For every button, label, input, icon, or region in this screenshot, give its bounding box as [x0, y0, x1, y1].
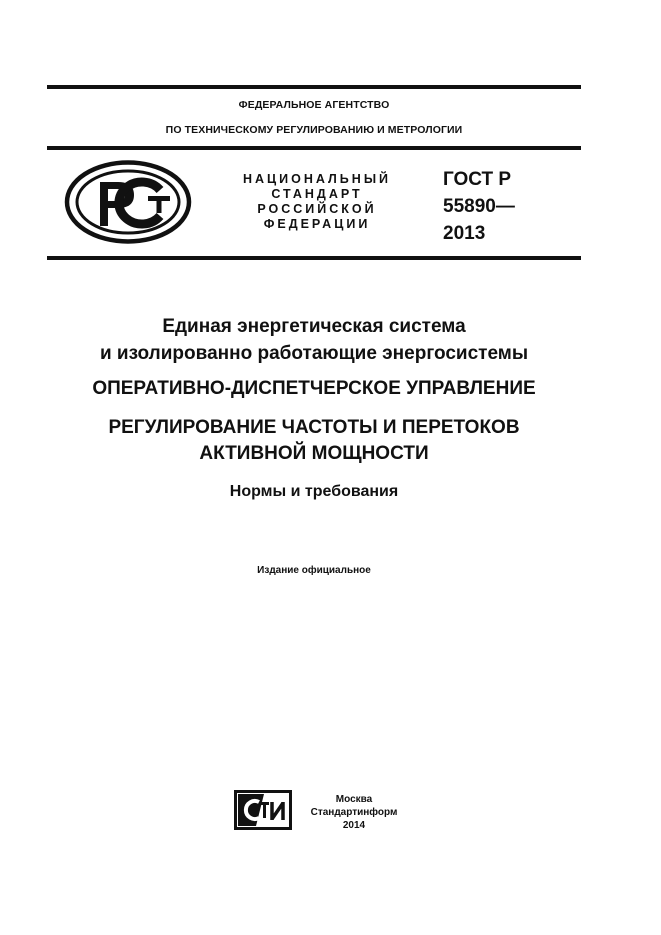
rst-certification-mark-icon [64, 160, 192, 244]
agency-line-2: ПО ТЕХНИЧЕСКОМУ РЕГУЛИРОВАНИЮ И МЕТРОЛОГИИ [165, 124, 463, 136]
standard-code-line: 55890— [443, 196, 515, 217]
bottom-divider [47, 256, 581, 260]
standartinform-logo-icon [234, 790, 292, 830]
standard-caption-line: СТАНДАРТ [271, 187, 363, 201]
title-line: Единая энергетическая система [162, 316, 466, 337]
title-line: и изолированно работающие энергосистемы [99, 343, 529, 364]
publisher-info [300, 793, 408, 832]
edition-label: Издание официальное [257, 565, 371, 576]
document-subtitle [47, 481, 581, 503]
publisher-name: Стандартинформ [310, 807, 398, 818]
title-line: РЕГУЛИРОВАНИЕ ЧАСТОТЫ И ПЕРЕТОКОВ [108, 417, 520, 438]
standard-code-line: 2013 [443, 223, 486, 244]
document-title-subject [47, 415, 581, 467]
standard-caption-line: НАЦИОНАЛЬНЫЙ [242, 172, 392, 186]
standard-code [443, 166, 515, 247]
agency-line-1: ФЕДЕРАЛЬНОЕ АГЕНТСТВО [238, 99, 390, 111]
document-title-section [47, 376, 581, 402]
title-line: АКТИВНОЙ МОЩНОСТИ [199, 443, 429, 464]
subtitle-line: Нормы и требования [229, 483, 399, 500]
standard-caption-line: ФЕДЕРАЦИИ [263, 217, 371, 231]
title-line: ОПЕРАТИВНО-ДИСПЕТЧЕРСКОЕ УПРАВЛЕНИЕ [92, 378, 536, 399]
standard-caption [222, 172, 412, 232]
publisher-city: Москва [335, 794, 373, 805]
middle-divider [47, 146, 581, 150]
standard-code-line: ГОСТ Р [443, 169, 512, 190]
publication-year: 2014 [342, 820, 366, 831]
document-title-system [47, 313, 581, 367]
top-divider [47, 85, 581, 89]
standard-caption-line: РОССИЙСКОЙ [257, 202, 377, 216]
